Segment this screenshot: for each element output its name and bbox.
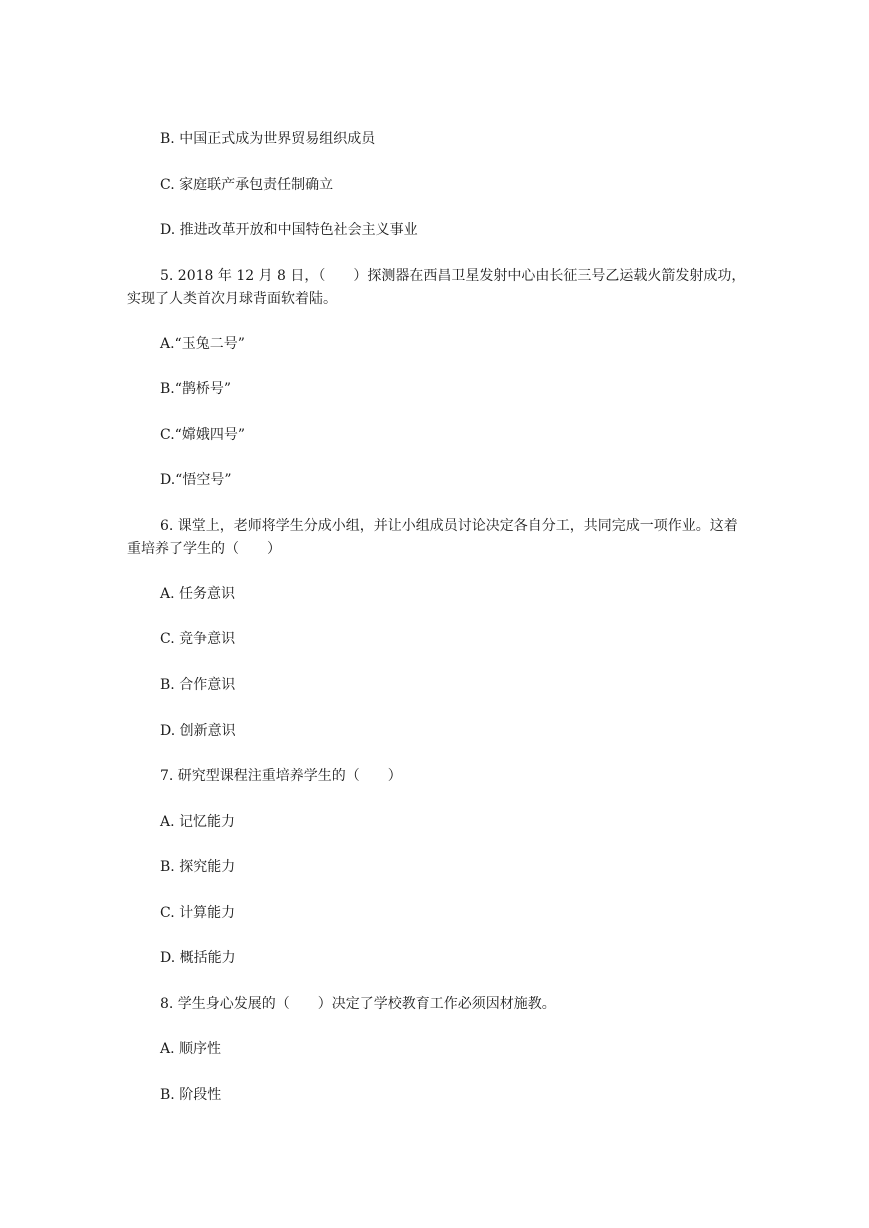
q4-option-d: D. 推进改革开放和中国特色社会主义事业 — [160, 222, 418, 238]
q7-option-a: A. 记忆能力 — [160, 814, 236, 830]
q6-option-a: A. 任务意识 — [160, 586, 236, 602]
question-7: 7. 研究型课程注重培养学生的（ ） — [160, 768, 402, 784]
q7-option-b: B. 探究能力 — [160, 859, 236, 875]
q7-option-d: D. 概括能力 — [160, 950, 236, 966]
q8-option-b: B. 阶段性 — [160, 1087, 222, 1103]
q5-option-a: A.“玉兔二号” — [160, 336, 245, 352]
q4-option-c: C. 家庭联产承包责任制确立 — [160, 177, 334, 193]
q8-option-a: A. 顺序性 — [160, 1041, 222, 1057]
question-8: 8. 学生身心发展的（ ）决定了学校教育工作必须因材施教。 — [160, 996, 556, 1012]
question-5: 5. 2018 年 12 月 8 日，（ ）探测器在西昌卫星发射中心由长征三号乙运载火箭发射成功，实现了人类首次月球背面软着陆。 — [127, 268, 746, 307]
q7-option-c: C. 计算能力 — [160, 905, 236, 921]
q4-option-b: B. 中国正式成为世界贸易组织成员 — [160, 131, 376, 147]
q6-option-d: D. 创新意识 — [160, 723, 236, 739]
question-6: 6. 课堂上，老师将学生分成小组，并让小组成员讨论决定各自分工，共同完成一项作业。这着重培养了学生的（ ） — [127, 518, 738, 557]
q5-option-b: B.“鹊桥号” — [160, 381, 232, 397]
q5-option-c: C.“嫦娥四号” — [160, 427, 245, 443]
q6-option-c: C. 竞争意识 — [160, 631, 236, 647]
q6-option-b: B. 合作意识 — [160, 677, 236, 693]
q5-option-d: D.“悟空号” — [160, 472, 232, 488]
